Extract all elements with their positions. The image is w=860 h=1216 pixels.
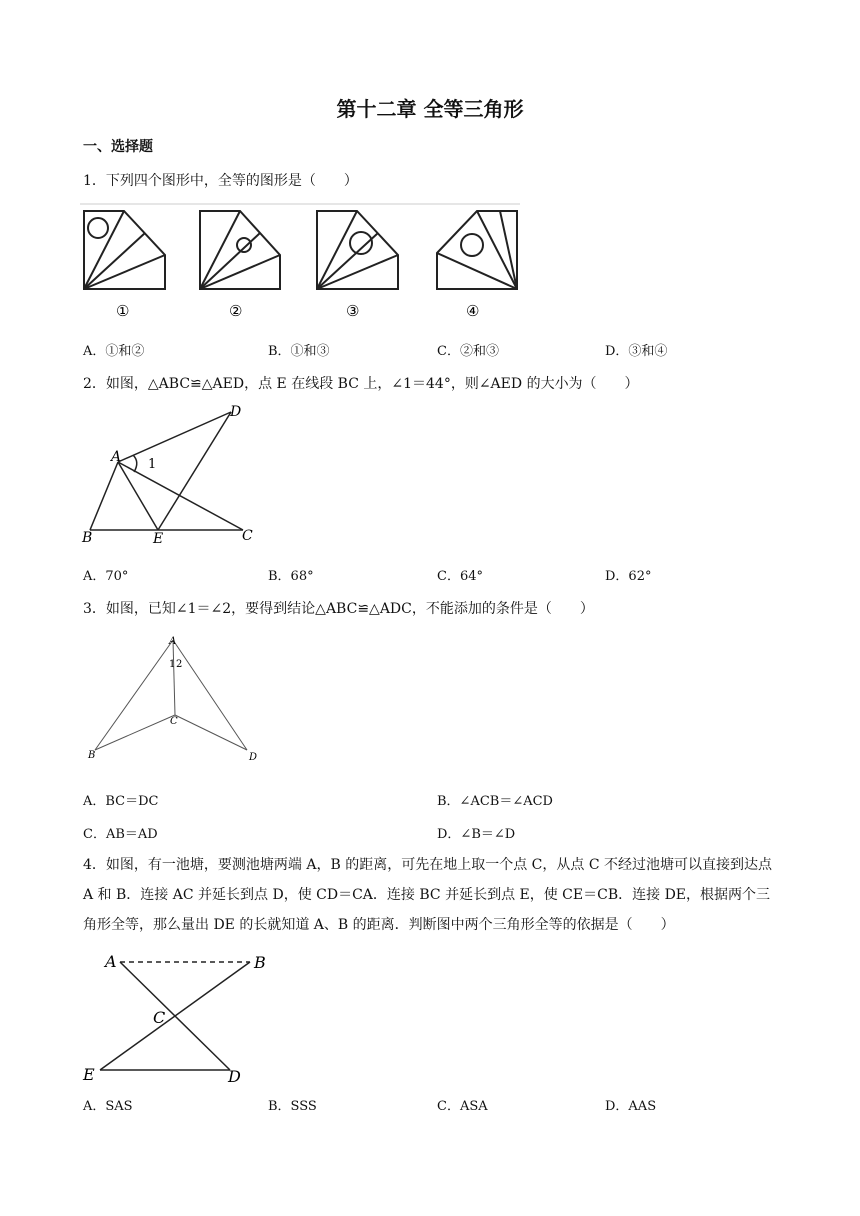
q1-label-1: ① <box>116 302 130 320</box>
q2-label-c: C <box>242 528 253 544</box>
q2-label-b: B <box>82 530 93 546</box>
q4-label-c: C <box>153 1008 166 1027</box>
q3-option-c[interactable]: C．AB＝AD <box>83 827 158 842</box>
q1-shape-2 <box>200 211 280 289</box>
q2-figure <box>78 400 278 550</box>
q2-label-a: A <box>111 449 122 465</box>
q2-option-c[interactable]: C．64° <box>437 569 483 584</box>
q1-label-3: ③ <box>346 302 360 320</box>
q2-label-d: D <box>230 404 242 420</box>
q3-label-c: C <box>170 716 178 727</box>
q4-label-e: E <box>83 1065 95 1084</box>
q4-stem: 4．如图，有一池塘，要测池塘两端 A，B 的距离，可先在地上取一个点 C，从点 C 不经过池塘可以直接到达点 A 和 B．连接 AC 并延长到点 D，使 CD＝CA．连接 BC 并延长到点 E，使 CE＝CB．连接 DE，根据两个三角形全等，那么量出 DE 的长就知道 A、B 的距离．判断图中两个三角形全等的依据是（ ） <box>83 857 772 933</box>
q2-option-a[interactable]: A．70° <box>83 569 129 584</box>
q4-label-b: B <box>254 953 266 972</box>
q4-option-d[interactable]: D．AAS <box>605 1099 657 1114</box>
q2-stem: 2．如图，△ABC≌△AED，点 E 在线段 BC 上，∠1＝44°，则∠AED 的大小为（ ） <box>83 376 639 392</box>
q1-option-a[interactable]: A．①和② <box>83 344 145 359</box>
q1-shape-4 <box>437 211 517 289</box>
q4-option-a[interactable]: A．SAS <box>83 1099 133 1114</box>
section-heading: 一、选择题 <box>83 139 153 155</box>
q4-label-a: A <box>105 952 117 971</box>
q1-figure <box>80 203 520 328</box>
q2-option-d[interactable]: D．62° <box>605 569 652 584</box>
q3-label-d: D <box>249 752 258 763</box>
q3-angle-2: 2 <box>176 659 183 670</box>
q1-label-2: ② <box>229 302 243 320</box>
q1-shape-3 <box>317 211 398 289</box>
q1-label-4: ④ <box>466 302 480 320</box>
q4-figure <box>80 950 270 1085</box>
q3-angle-1: 1 <box>169 659 176 670</box>
q4-option-c[interactable]: C．ASA <box>437 1099 488 1114</box>
q3-stem: 3．如图，已知∠1＝∠2，要得到结论△ABC≌△ADC，不能添加的条件是（ ） <box>83 601 594 617</box>
page-title: 第十二章 全等三角形 <box>336 97 524 121</box>
q3-label-b: B <box>88 750 96 761</box>
q1-option-d[interactable]: D．③和④ <box>605 344 668 359</box>
q1-option-c[interactable]: C．②和③ <box>437 344 499 359</box>
q3-figure <box>85 630 275 770</box>
q2-angle-label: 1 <box>148 457 157 472</box>
q1-shape-1 <box>84 211 165 289</box>
q3-label-a: A <box>169 636 177 647</box>
q3-option-d[interactable]: D．∠B＝∠D <box>437 827 516 842</box>
q3-option-b[interactable]: B．∠ACB＝∠ACD <box>437 794 553 809</box>
q2-option-b[interactable]: B．68° <box>268 569 314 584</box>
q1-stem: 1．下列四个图形中，全等的图形是（ ） <box>83 173 358 189</box>
q4-option-b[interactable]: B．SSS <box>268 1099 317 1114</box>
q4-label-d: D <box>228 1067 241 1086</box>
q1-option-b[interactable]: B．①和③ <box>268 344 330 359</box>
q3-option-a[interactable]: A．BC＝DC <box>83 794 159 809</box>
q2-label-e: E <box>153 531 164 547</box>
